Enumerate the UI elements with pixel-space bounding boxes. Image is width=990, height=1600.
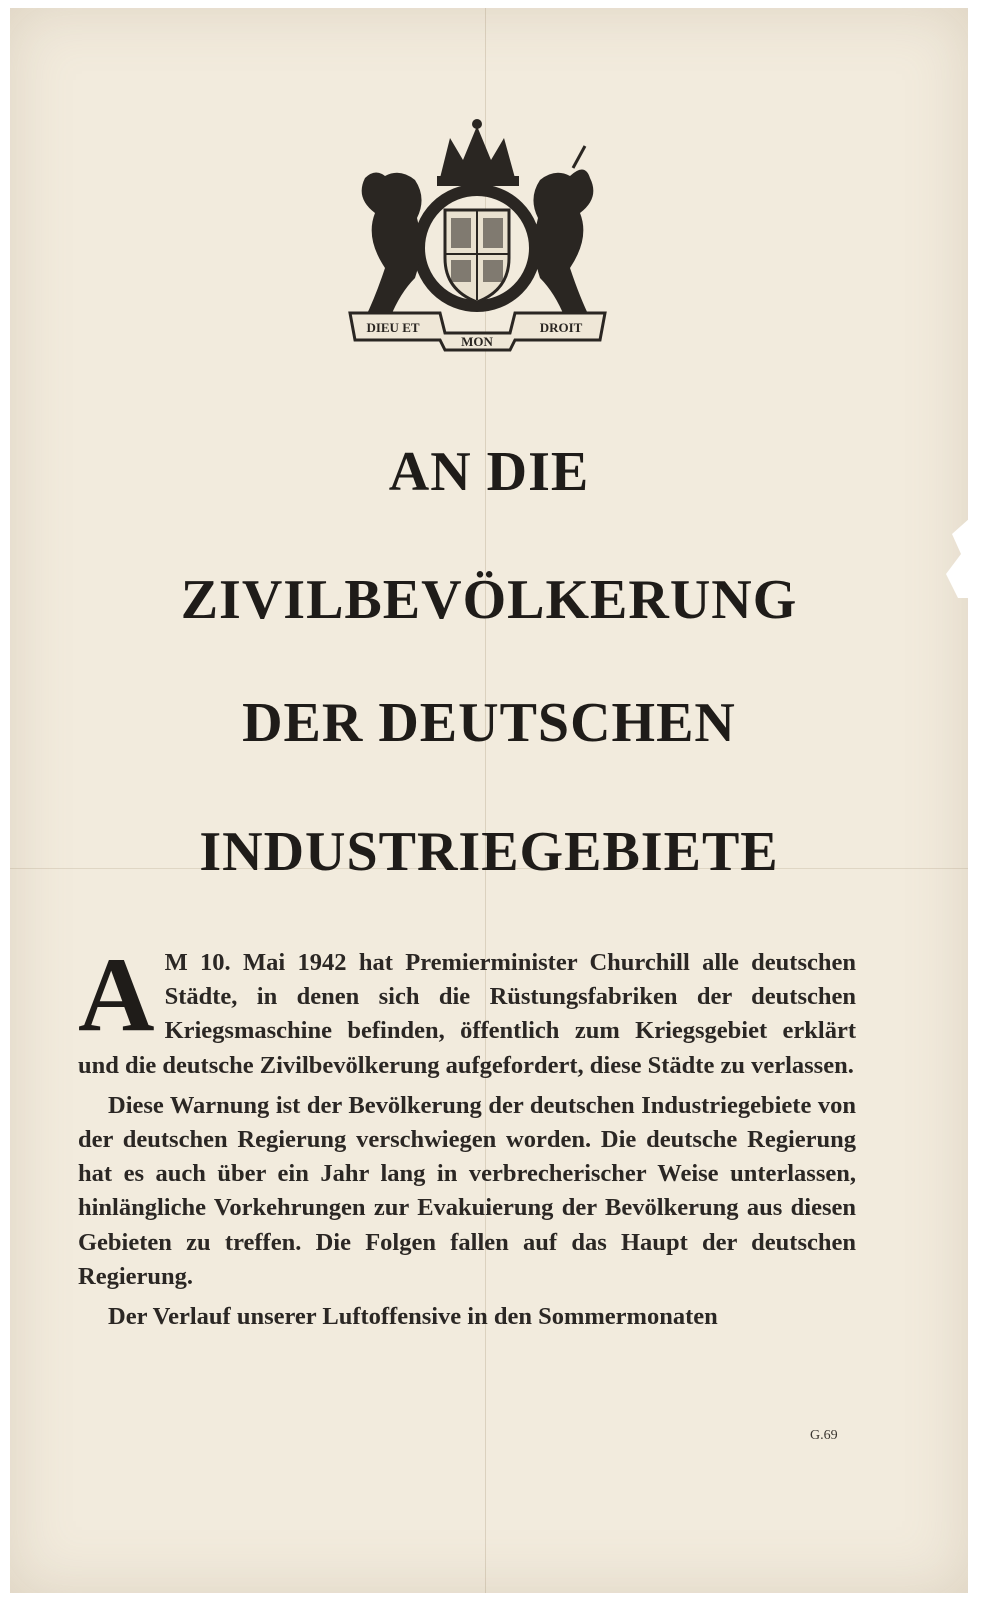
title-line-3: DER DEUTSCHEN [242,692,736,754]
motto-part-2: MON [461,334,493,349]
leaflet-body [78,936,856,1340]
paragraph-3: Der Verlauf unserer Luftoffensive in den Sommermonaten [108,1303,718,1331]
drop-cap: A [78,936,155,1053]
paragraph-2: Diese Warnung ist der Bevölkerung der deutschen Industriegebiete von der deutschen Regierung verschwiegen worden. Die deutsche Regierung hat es auch über ein Jahr lang in verbrecherischer Weise unterlassen, hinlängliche Vorkehrungen zur Evakuierung der Bevölkerung aus diesen Gebieten zu treffen. Die Folgen fallen auf das Haupt der deutschen Regierung. [78,1091,856,1290]
title-line-1: AN DIE [388,441,590,503]
title-line-4: INDUSTRIEGEBIETE [199,821,779,883]
paragraph-1-text: M 10. Mai 1942 hat Premierminister Churchill alle deutschen Städte, in denen sich die Rüstungsfabriken der deutschen Kriegsmaschine befinden, öffentlich zum Kriegsgebiet erklärt und die deutsche Zivilbevölkerung aufgefordert, diese Städte zu verlassen. [78,949,856,1079]
leaflet-sheet [10,8,968,1593]
leaflet-code: G.69 [810,1428,838,1443]
royal-coat-of-arms-icon [345,118,610,358]
motto-part-1: DIEU ET [366,320,420,335]
title-line-2: ZIVILBEVÖLKERUNG [180,569,798,631]
motto-part-3: DROIT [539,320,583,335]
paragraph-1 [78,936,856,1083]
